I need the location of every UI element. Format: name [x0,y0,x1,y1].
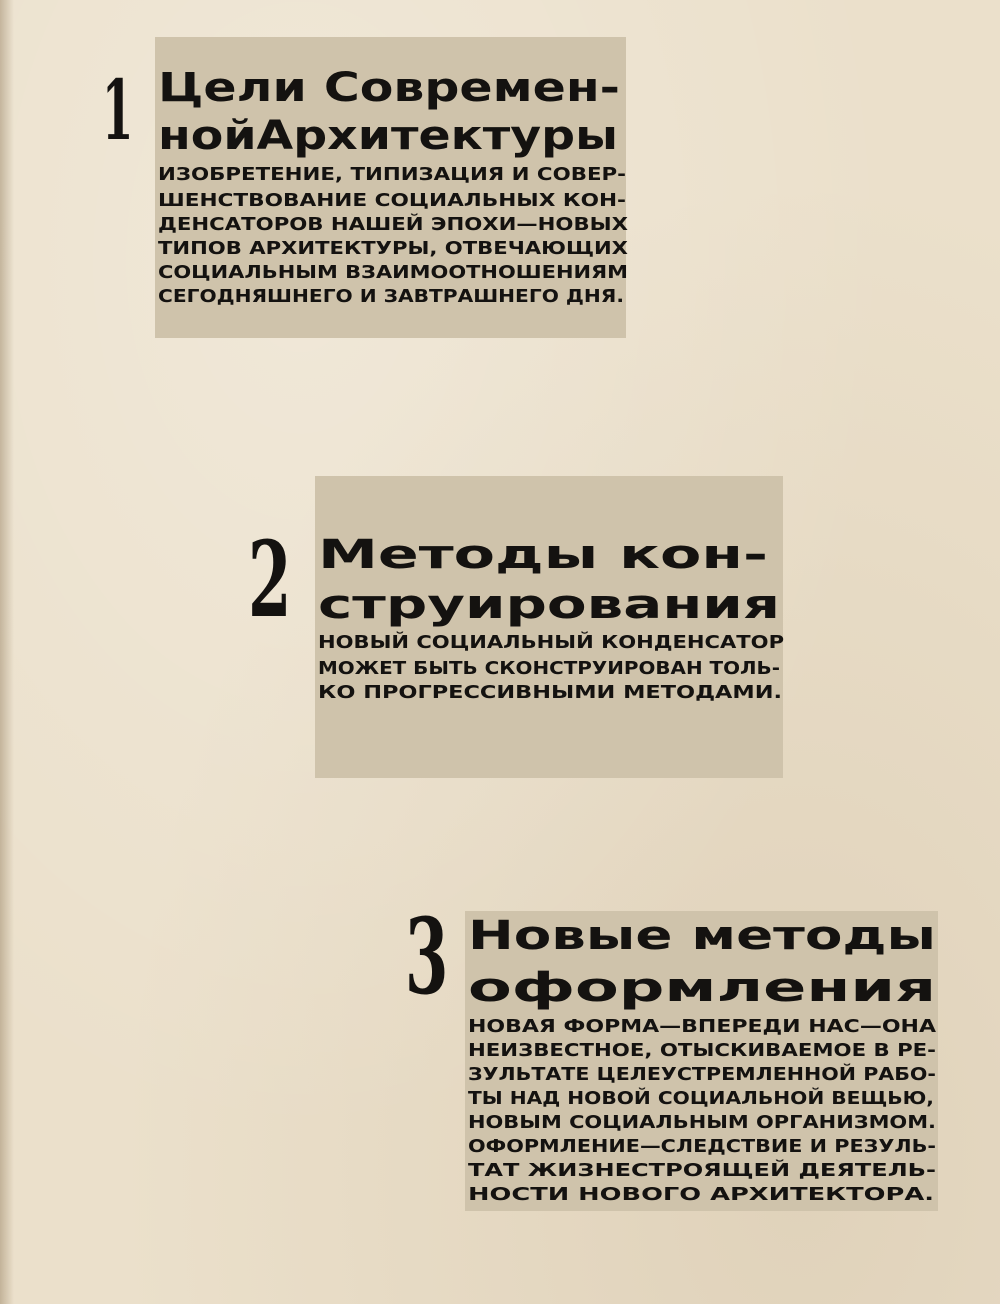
section-3-body-line: НЕИЗВЕСТНОЕ, ОТЫСКИВАЕМОЕ В РЕ- [468,1040,936,1061]
section-1-heading-line-2: нойАрхитектуры [158,113,618,159]
section-1-body-line: СЕГОДНЯШНЕГО И ЗАВТРАШНЕГО ДНЯ. [158,286,624,307]
section-1-heading-line-1: Цели Современ- [158,65,620,111]
section-3-body-line: НОСТИ НОВОГО АРХИТЕКТОРА. [468,1184,934,1205]
section-1-body-line: ТИПОВ АРХИТЕКТУРЫ, ОТВЕЧАЮЩИХ [158,238,628,259]
section-3-body-line: ТЫ НАД НОВОЙ СОЦИАЛЬНОЙ ВЕЩЬЮ, [468,1088,934,1109]
section-2-number: 2 [248,518,292,641]
section-3-body-line: ТАТ ЖИЗНЕСТРОЯЩЕЙ ДЕЯТЕЛЬ- [468,1160,936,1181]
section-1-body-line: ИЗОБРЕТЕНИЕ, ТИПИЗАЦИЯ И СОВЕР- [158,164,626,185]
section-3-body-line: НОВЫМ СОЦИАЛЬНЫМ ОРГАНИЗМОМ. [468,1112,936,1133]
section-2-heading-line-2: струирования [318,582,780,628]
section-3-heading-line-2: оформления [468,965,936,1011]
section-3-body-line: ОФОРМЛЕНИЕ—СЛЕДСТВИЕ И РЕЗУЛЬ- [468,1136,936,1157]
section-1-body-line: ШЕНСТВОВАНИЕ СОЦИАЛЬНЫХ КОН- [158,190,626,211]
section-2-body-line: МОЖЕТ БЫТЬ СКОНСТРУИРОВАН ТОЛЬ- [318,658,780,679]
section-3-heading-line-1: Новые методы [468,913,936,959]
section-1-body-line: ДЕНСАТОРОВ НАШЕЙ ЭПОХИ—НОВЫХ [158,214,628,235]
section-2-body-line: НОВЫЙ СОЦИАЛЬНЫЙ КОНДЕНСАТОР [318,632,784,653]
section-1-body-line: СОЦИАЛЬНЫМ ВЗАИМООТНОШЕНИЯМ [158,262,628,283]
section-3-body-line: ЗУЛЬТАТЕ ЦЕЛЕУСТРЕМЛЕННОЙ РАБО- [468,1064,936,1085]
section-2-body-line: КО ПРОГРЕССИВНЫМИ МЕТОДАМИ. [318,682,782,703]
page-binding-edge [0,0,14,1304]
section-3-number: 3 [405,895,449,1018]
section-1-number: 1 [102,63,134,159]
section-2-heading-line-1: Методы кон- [318,532,768,578]
section-3-body-line: НОВАЯ ФОРМА—ВПЕРЕДИ НАС—ОНА [468,1016,936,1037]
